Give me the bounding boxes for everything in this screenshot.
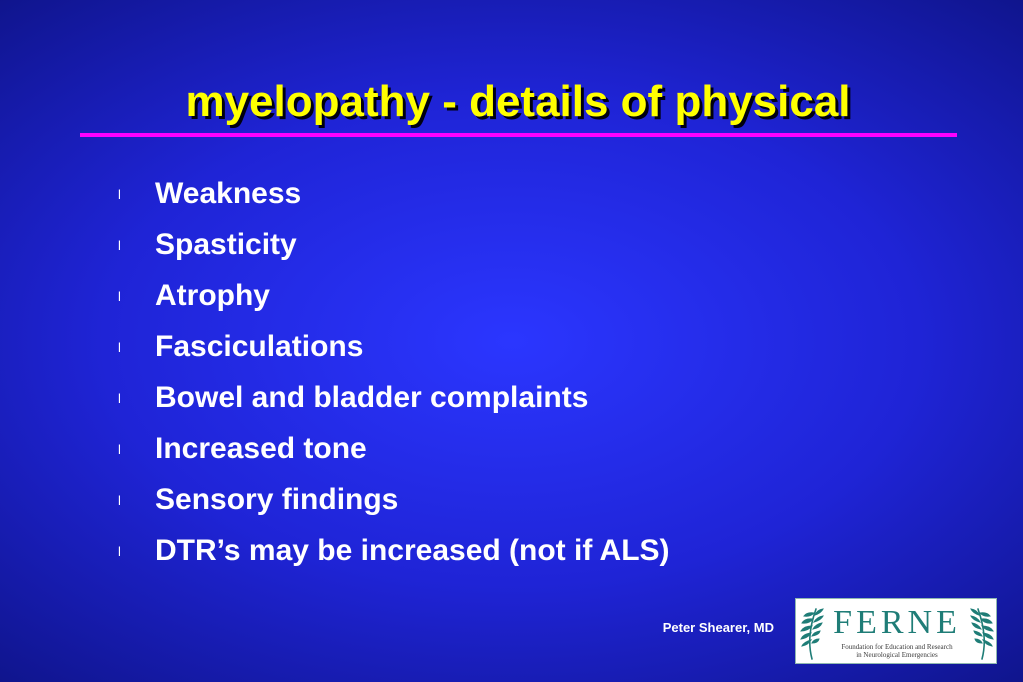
bullet-marker: l xyxy=(118,442,121,457)
slide-title: myelopathy - details of physical xyxy=(185,77,851,126)
logo-subtitle-line1: Foundation for Education and Research xyxy=(841,643,953,651)
bullet-marker: l xyxy=(118,340,121,355)
bullet-text: Increased tone xyxy=(155,432,367,465)
author-credit: Peter Shearer, MD xyxy=(662,620,774,635)
bullet-marker: l xyxy=(118,544,121,559)
ferne-logo xyxy=(795,598,997,664)
bullet-text: Weakness xyxy=(155,177,302,210)
bullet-text: Fasciculations xyxy=(155,330,364,363)
logo-wordmark: FERNE xyxy=(833,604,961,641)
bullet-text: DTR’s may be increased (not if ALS) xyxy=(155,534,670,567)
title-divider xyxy=(80,133,957,137)
bullet-text: Spasticity xyxy=(155,228,297,261)
bullet-marker: l xyxy=(118,289,121,304)
bullet-marker: l xyxy=(118,391,121,406)
bullet-marker: l xyxy=(118,493,121,508)
bullet-text: Bowel and bladder complaints xyxy=(155,381,589,414)
bullet-text: Atrophy xyxy=(155,279,270,312)
bullet-text: Sensory findings xyxy=(155,483,399,516)
logo-subtitle-line2: in Neurological Emergencies xyxy=(856,651,938,659)
bullet-marker: l xyxy=(118,238,121,253)
bullet-marker: l xyxy=(118,187,121,202)
